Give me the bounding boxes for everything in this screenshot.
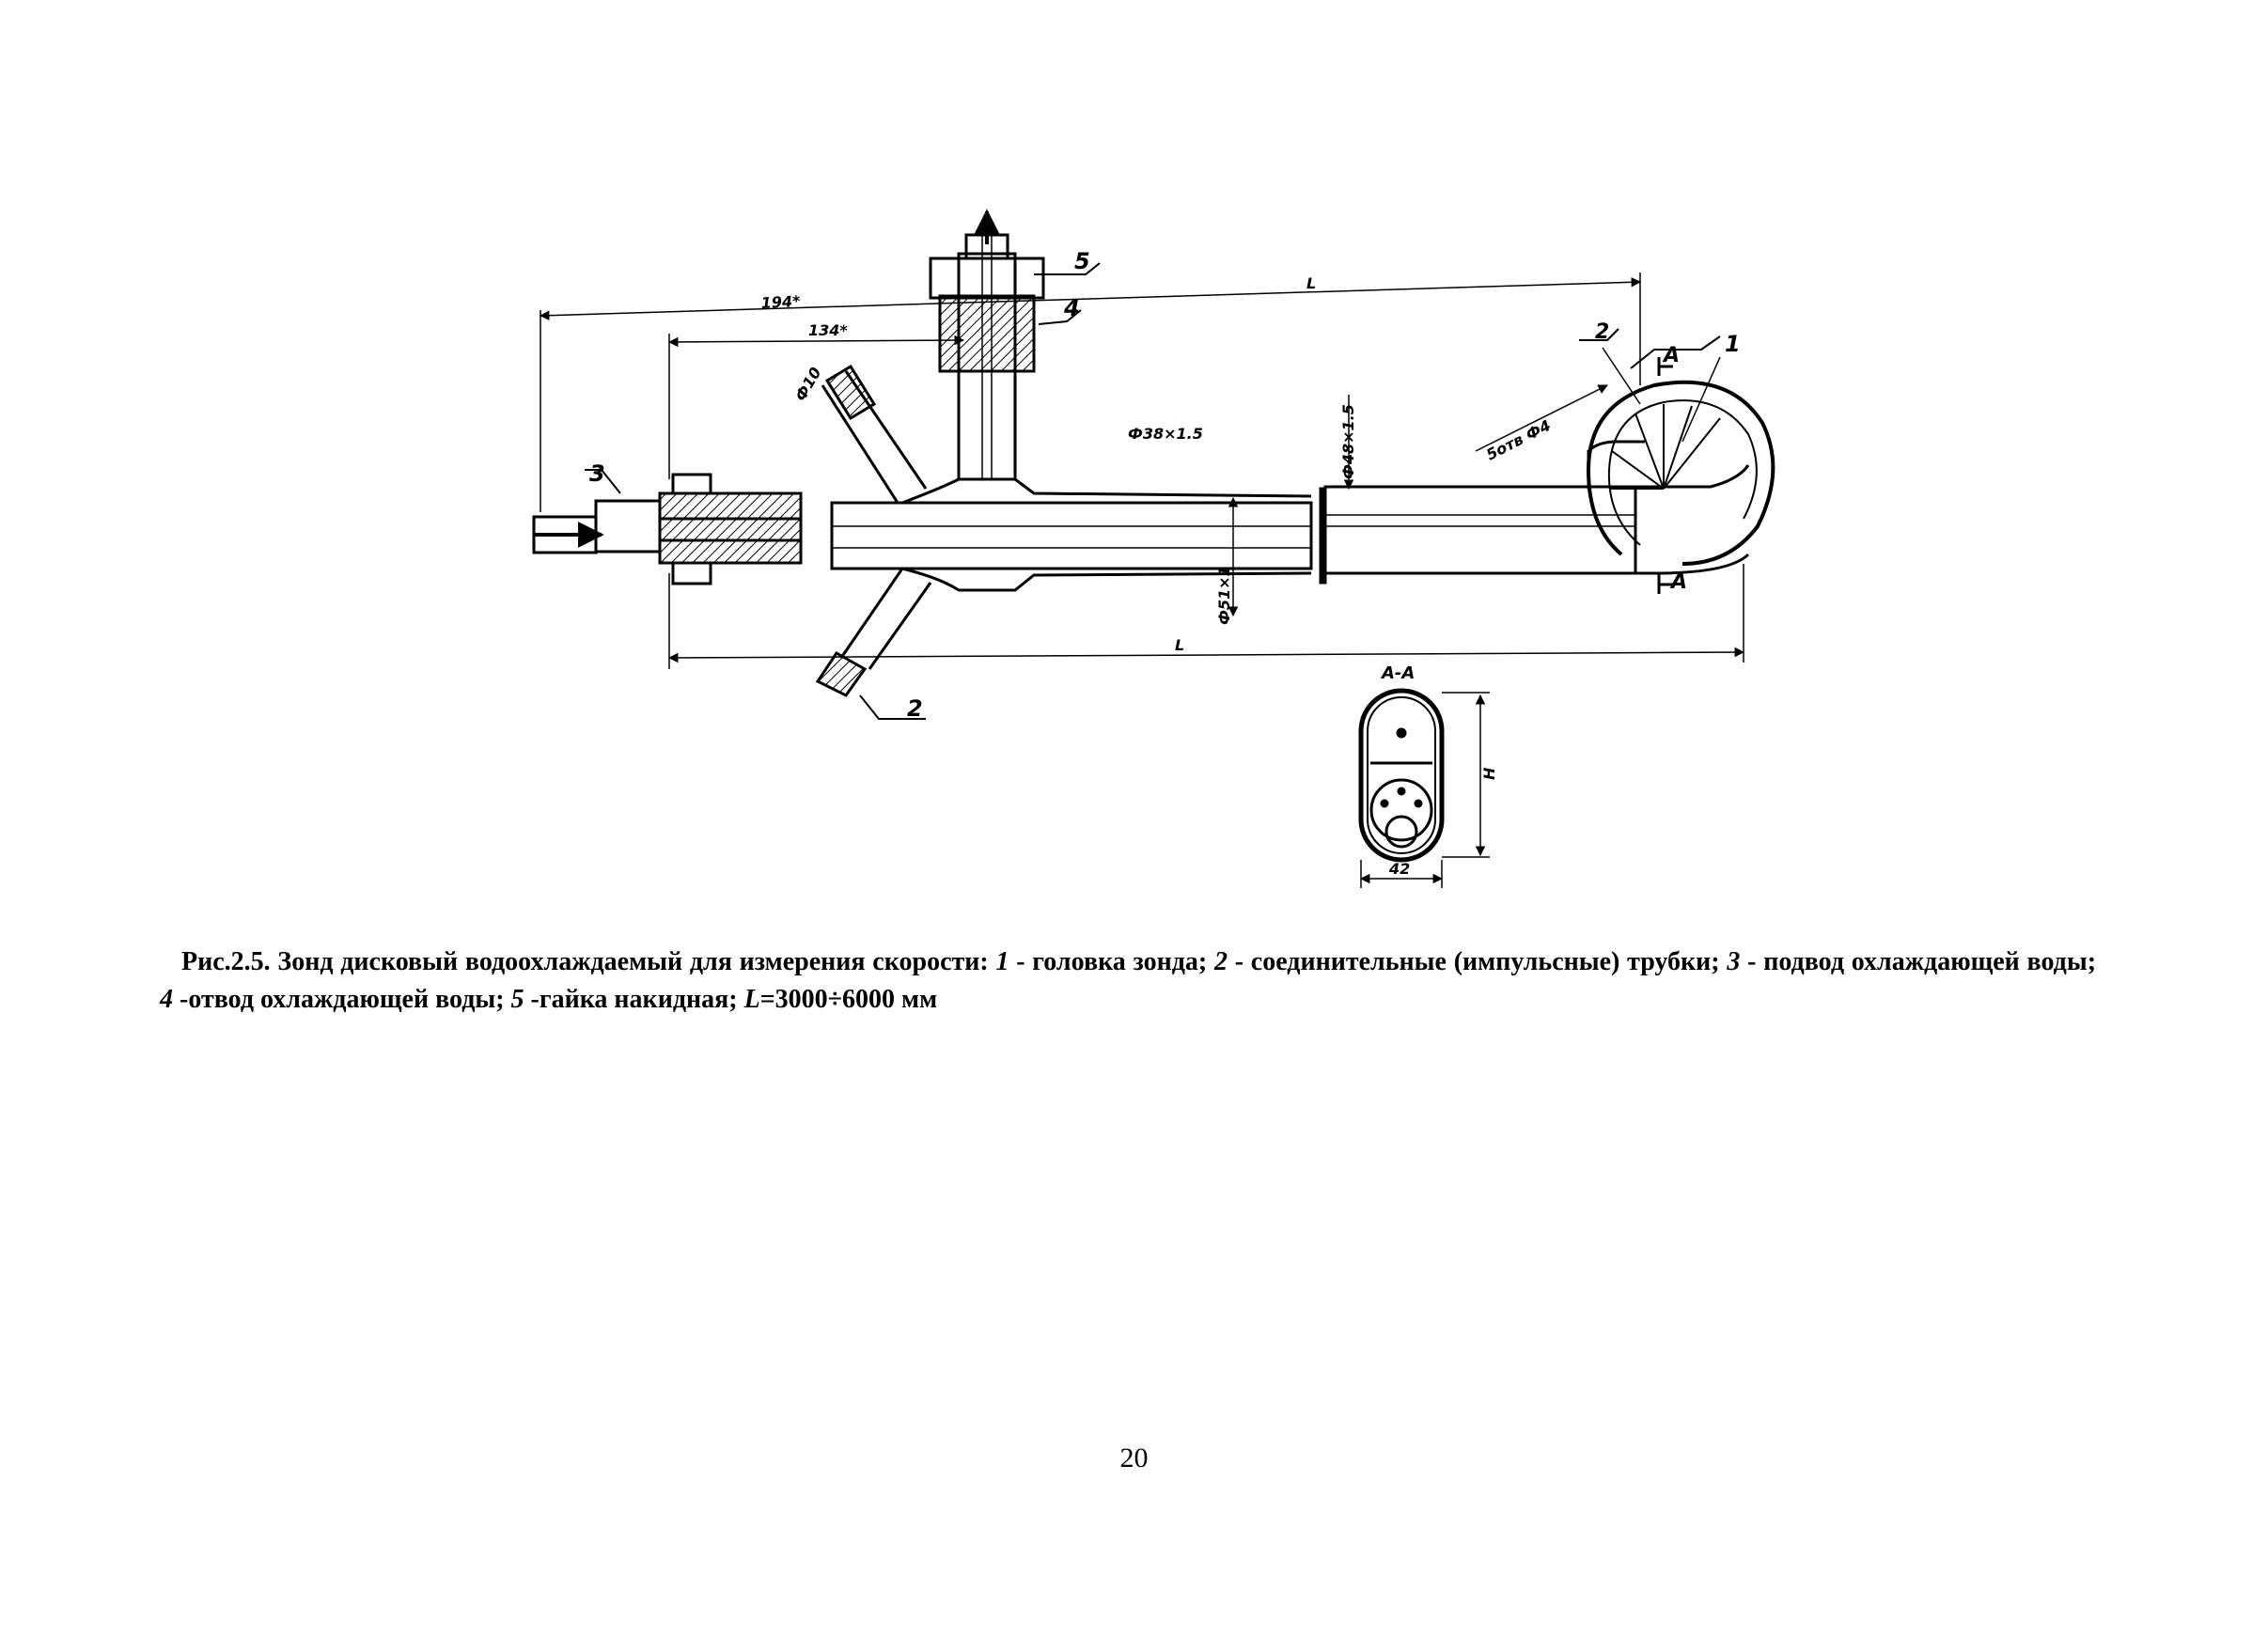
section-view-label: A-A [1382,663,1416,683]
dim-holes: 5отв Ф4 [1483,415,1554,464]
dim-42: 42 [1389,860,1411,878]
callout-1: 1 [1725,331,1741,357]
section-label-bottom: A [1671,570,1688,594]
callout-5: 5 [1074,248,1090,274]
caption-item-1-text: - головка зонда; [1016,947,1208,976]
callout-2-head: 2 [1595,320,1610,344]
caption-figure-number: Рис.2.5. [181,947,271,976]
page-number: 20 [1119,1442,1149,1473]
caption-title: Зонд дисковый водоохлаждаемый для измерения скорости: [277,947,989,976]
leader-lines [585,263,1720,719]
caption-length-symbol: L [743,985,760,1014]
figure-caption [160,943,2096,1019]
dim-phi10: Ф10 [791,364,825,404]
caption-item-4-text: -отвод охлаждающей воды; [180,985,505,1014]
caption-item-2-text: - соединительные (импульсные) трубки; [1234,947,1720,976]
caption-item-3-num: 3 [1727,947,1741,976]
dim-194: 194* [760,291,801,312]
dim-phi38: Ф38×1.5 [1128,425,1203,443]
caption-item-5-num: 5 [510,985,524,1014]
dim-phi48: Ф48×1.5 [1339,404,1357,479]
caption-item-2-num: 2 [1213,947,1228,976]
callout-2-lower: 2 [907,695,923,722]
caption-length-value: =3000÷6000 мм [759,985,938,1014]
callout-3: 3 [589,460,605,487]
callout-4: 4 [1064,295,1080,321]
dim-134: 134* [808,321,848,339]
dim-phi51: Ф51×1 [1215,566,1233,625]
caption-item-5-text: -гайка накидная; [530,985,738,1014]
dim-L-bottom: L [1175,636,1185,654]
section-view [1361,691,1490,888]
section-label-top: A [1664,344,1681,367]
caption-item-4-num: 4 [160,985,173,1014]
caption-item-1-num: 1 [995,947,1009,976]
dim-L-top: L [1306,274,1317,292]
caption-item-3-text: - подвод охлаждающей воды; [1747,947,2097,976]
dim-H: H [1480,767,1498,780]
dimension-lines [540,273,1744,669]
